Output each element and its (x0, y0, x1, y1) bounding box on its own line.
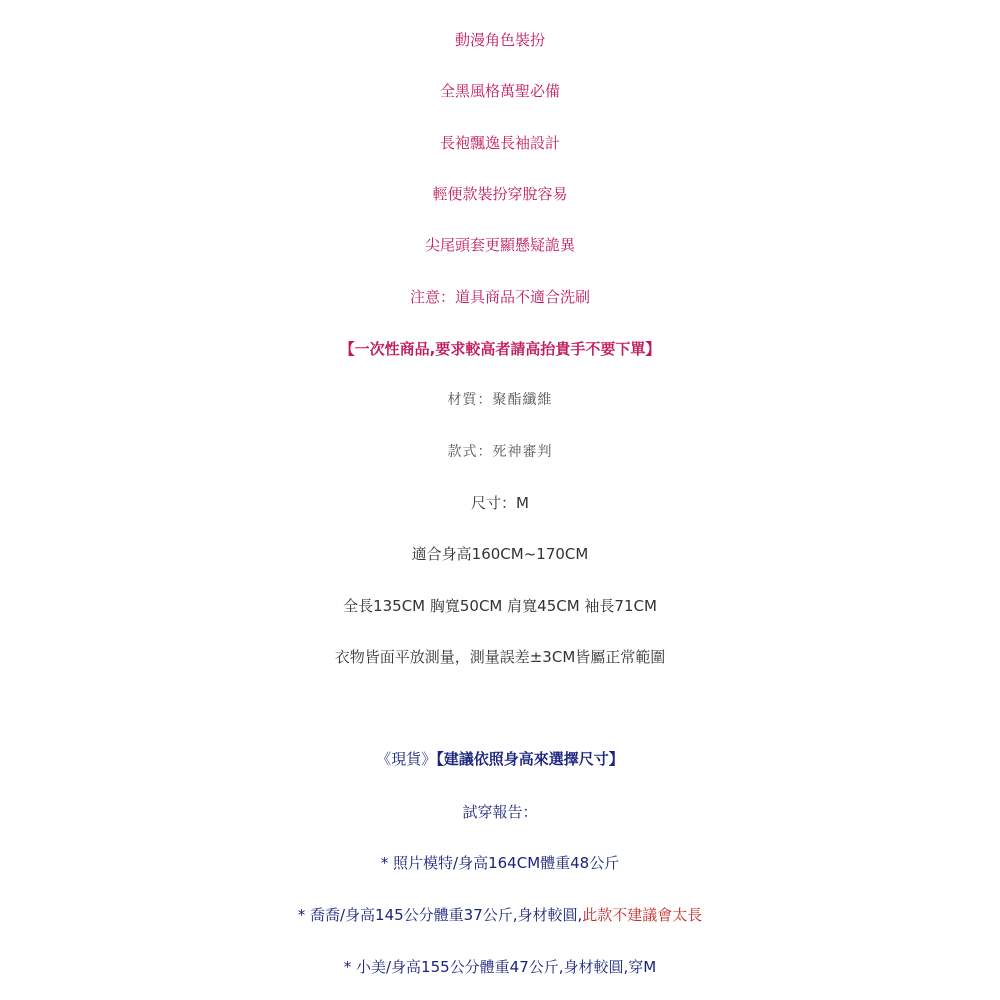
fitting-model-2-text: * 喬喬/身高145公分體重37公斤,身材較圓, (297, 906, 583, 924)
style-spec: 款式：死神審判 (447, 444, 553, 460)
size-advice: 【建議依照身高來選擇尺寸】 (436, 750, 624, 768)
stock-line (0, 752, 1000, 767)
feature-line-anime-costume: 動漫角色裝扮 (454, 31, 545, 49)
fitting-model-3: * 小美/身高155公分體重47公斤,身材較圓,穿M (343, 958, 657, 976)
in-stock-label: 《現貨》 (376, 750, 437, 768)
feature-line-robe: 長袍飄逸長袖設計 (439, 134, 560, 152)
fitting-report-title: 試穿報告： (462, 803, 538, 821)
care-notice: 注意：道具商品不適合洗刷 (409, 288, 590, 306)
feature-line-hood: 尖尾頭套更顯懸疑詭異 (424, 236, 575, 254)
feature-line-easy-wear: 輕便款裝扮穿脫容易 (432, 185, 568, 203)
fitting-model-2-warning: 此款不建議會太長 (582, 906, 703, 924)
fitting-model-2 (0, 908, 1000, 923)
feature-line-halloween: 全黑風格萬聖必備 (439, 82, 560, 100)
fit-height-spec: 適合身高160CM~170CM (411, 545, 589, 563)
disposable-warning: 【一次性商品,要求較高者請高抬貴手不要下單】 (339, 340, 661, 358)
measurement-note: 衣物皆面平放測量，測量誤差±3CM皆屬正常範圍 (334, 648, 666, 666)
fitting-model-1: * 照片模特/身高164CM體重48公斤 (380, 854, 620, 872)
measurements-spec: 全長135CM 胸寬50CM 肩寬45CM 袖長71CM (343, 597, 657, 615)
size-spec: 尺寸：M (471, 494, 529, 512)
material-spec: 材質：聚酯纖維 (447, 392, 553, 408)
